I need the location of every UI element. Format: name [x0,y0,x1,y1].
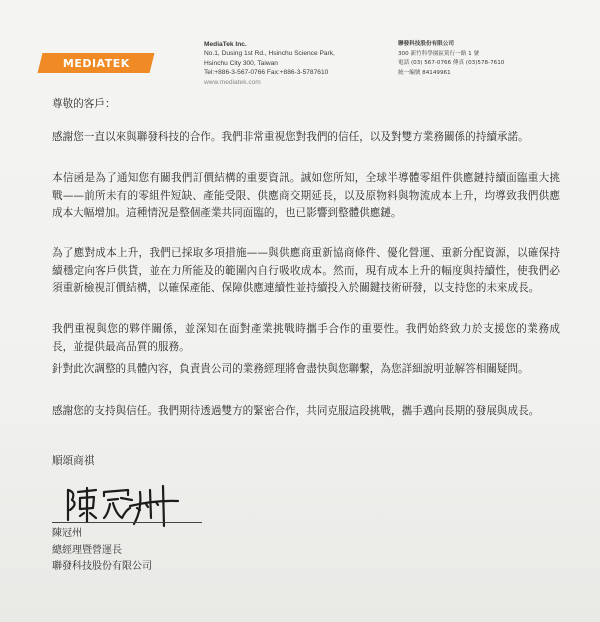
phone-fax-chinese: 電話 (03) 567-0766 傳真 (03)578-7610 [398,60,505,67]
tax-id: 統一編號 84149961 [398,69,451,76]
letterhead-address-chinese [398,40,504,78]
address-line-2: Hsinchu City 300, Taiwan [204,59,278,67]
paragraph-4: 我們重視與您的夥伴關係，並深知在面對產業挑戰時攜手合作的重要性。我們始終致力於支援您的業務成長，並提供最高品質的服務。 [52,323,560,353]
signer-name: 陳冠州 [52,528,82,539]
handwritten-signature [60,470,180,530]
company-name-english: MediaTek Inc. [204,41,247,48]
logo-text: MEDIATEK [62,56,130,70]
closing: 順頌商祺 [52,455,95,467]
letterhead-address-english [204,40,335,87]
salutation: 尊敬的客戶： [52,98,116,110]
signer-block [52,526,152,576]
website-link[interactable]: www.mediatek.com [204,78,261,86]
address-chinese: 300 新竹科學園區篤行一路 1 號 [398,50,480,57]
phone-fax-english: Tel:+886-3-567-0766 Fax:+886-3-5787610 [204,69,329,77]
paragraph-6: 感謝您的支持與信任。我們期待透過雙方的緊密合作，共同克服這段挑戰，攜手邁向長期的發展與成長。 [52,405,540,417]
paragraph-5: 針對此次調整的具體內容，負責貴公司的業務經理將會盡快與您聯繫，為您詳細說明並解答相關疑問。 [52,363,529,375]
paragraph-2: 本信函是為了通知您有關我們訂價結構的重要資訊。誠如您所知，全球半導體零組件供應鏈持續面臨重大挑戰——前所未有的零組件短缺、產能受限、供應商交期延長，以及原物料與物流成本上升，均導致我們供應成本大幅增加。這種情況是整個產業共同面臨的，也已影響到整體供應鏈。 [52,172,560,220]
mediatek-logo [38,53,155,73]
paragraph-1: 感謝您一直以來與聯發科技的合作。我們非常重視您對我們的信任，以及對雙方業務關係的持續承諾。 [52,131,529,143]
signature-line [52,522,202,523]
address-line-1: No.1, Dusing 1st Rd., Hsinchu Science Park, [204,50,335,58]
paragraph-3: 為了應對成本上升，我們已採取多項措施——與供應商重新協商條件、優化營運、重新分配資源，以確保持續穩定向客戶供貨，並在力所能及的範圍內自行吸收成本。然而，現有成本上升的幅度與持續性，使我們必須重新檢視訂價結構，以確保產能、保障供應連續性並持續投入於關鍵技術研發，以支持您的未來成長。 [52,247,560,295]
signer-company: 聯發科技股份有限公司 [52,561,152,572]
letterhead [0,0,600,100]
signer-title: 總經理暨營運長 [52,544,122,556]
company-name-chinese: 聯發科技股份有限公司 [398,41,454,47]
